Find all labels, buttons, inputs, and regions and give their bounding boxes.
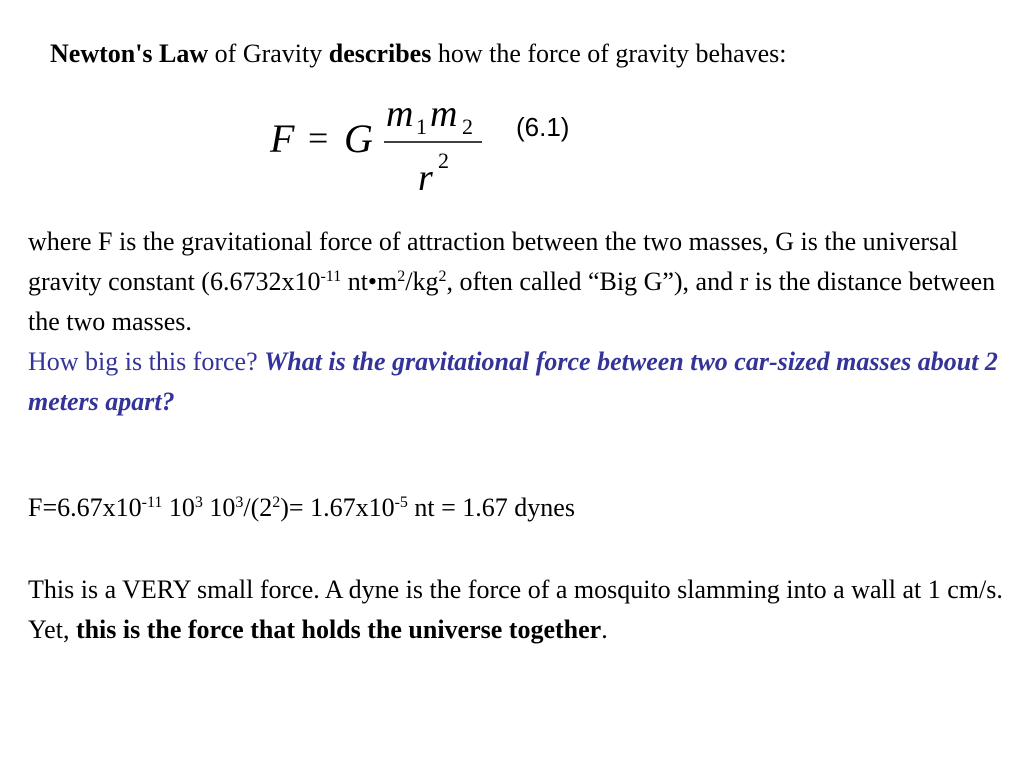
calc-exp-5: -5 xyxy=(394,494,408,511)
conclusion-text-2: . xyxy=(601,615,608,644)
conclusion-text-1: This is a VERY small force. A dyne is the force of a mosquito slamming into a wall at 1 cm/s. Yet, xyxy=(28,575,1003,644)
calc-exp-4: 2 xyxy=(272,494,281,511)
equation-lhs: F xyxy=(270,116,295,161)
newtons-law-term: Newton's Law xyxy=(50,39,209,68)
where-text-1: where F is the gravitational force of attraction between the two masses, G is the universal gravity constant (6.6732x10 xyxy=(28,227,958,296)
calc-text-4: /(2 xyxy=(243,493,273,522)
where-text-4: , often called “Big G”), and r is the distance between the two masses. xyxy=(28,267,996,336)
conclusion-paragraph xyxy=(28,570,1008,650)
kg-exponent: 2 xyxy=(438,268,447,285)
equation-num-m2: m xyxy=(430,93,458,135)
g-exponent: -11 xyxy=(320,268,342,285)
definition-paragraph xyxy=(28,222,1008,422)
where-text-3: /kg xyxy=(405,267,439,296)
calc-exp-1: -11 xyxy=(141,494,163,511)
m-exponent: 2 xyxy=(397,268,406,285)
equation-equals: = xyxy=(308,118,329,158)
equation-num-sub1: 1 xyxy=(416,114,427,139)
equation-num-sub2: 2 xyxy=(462,114,473,139)
gravity-equation xyxy=(268,92,508,202)
question-emphasis: What is the gravitational force between two car-sized masses about 2 meters apart? xyxy=(28,347,998,416)
equation-number: (6.1) xyxy=(516,112,570,142)
calc-text-6: nt = 1.67 dynes xyxy=(407,493,575,522)
intro-text-1: of Gravity xyxy=(208,39,329,68)
describes-term: describes xyxy=(328,39,432,68)
equation-den-exp: 2 xyxy=(438,148,449,173)
intro-paragraph xyxy=(50,34,950,74)
calc-text-5: )= 1.67x10 xyxy=(280,493,395,522)
calc-text-3: 10 xyxy=(202,493,236,522)
intro-text-2: how the force of gravity behaves: xyxy=(431,39,787,68)
calculation-line xyxy=(28,488,1008,528)
equation-num-m1: m xyxy=(386,93,414,135)
equation-den-r: r xyxy=(418,157,433,199)
where-text-2: nt•m xyxy=(341,267,398,296)
calc-exp-2: 3 xyxy=(194,494,203,511)
calc-text-2: 10 xyxy=(162,493,195,522)
conclusion-emphasis: this is the force that holds the universe together xyxy=(75,615,602,644)
calc-text-1: F=6.67x10 xyxy=(28,493,142,522)
calc-exp-3: 3 xyxy=(235,494,244,511)
equation-constant: G xyxy=(344,116,373,161)
question-plain: How big is this force? xyxy=(28,347,265,376)
